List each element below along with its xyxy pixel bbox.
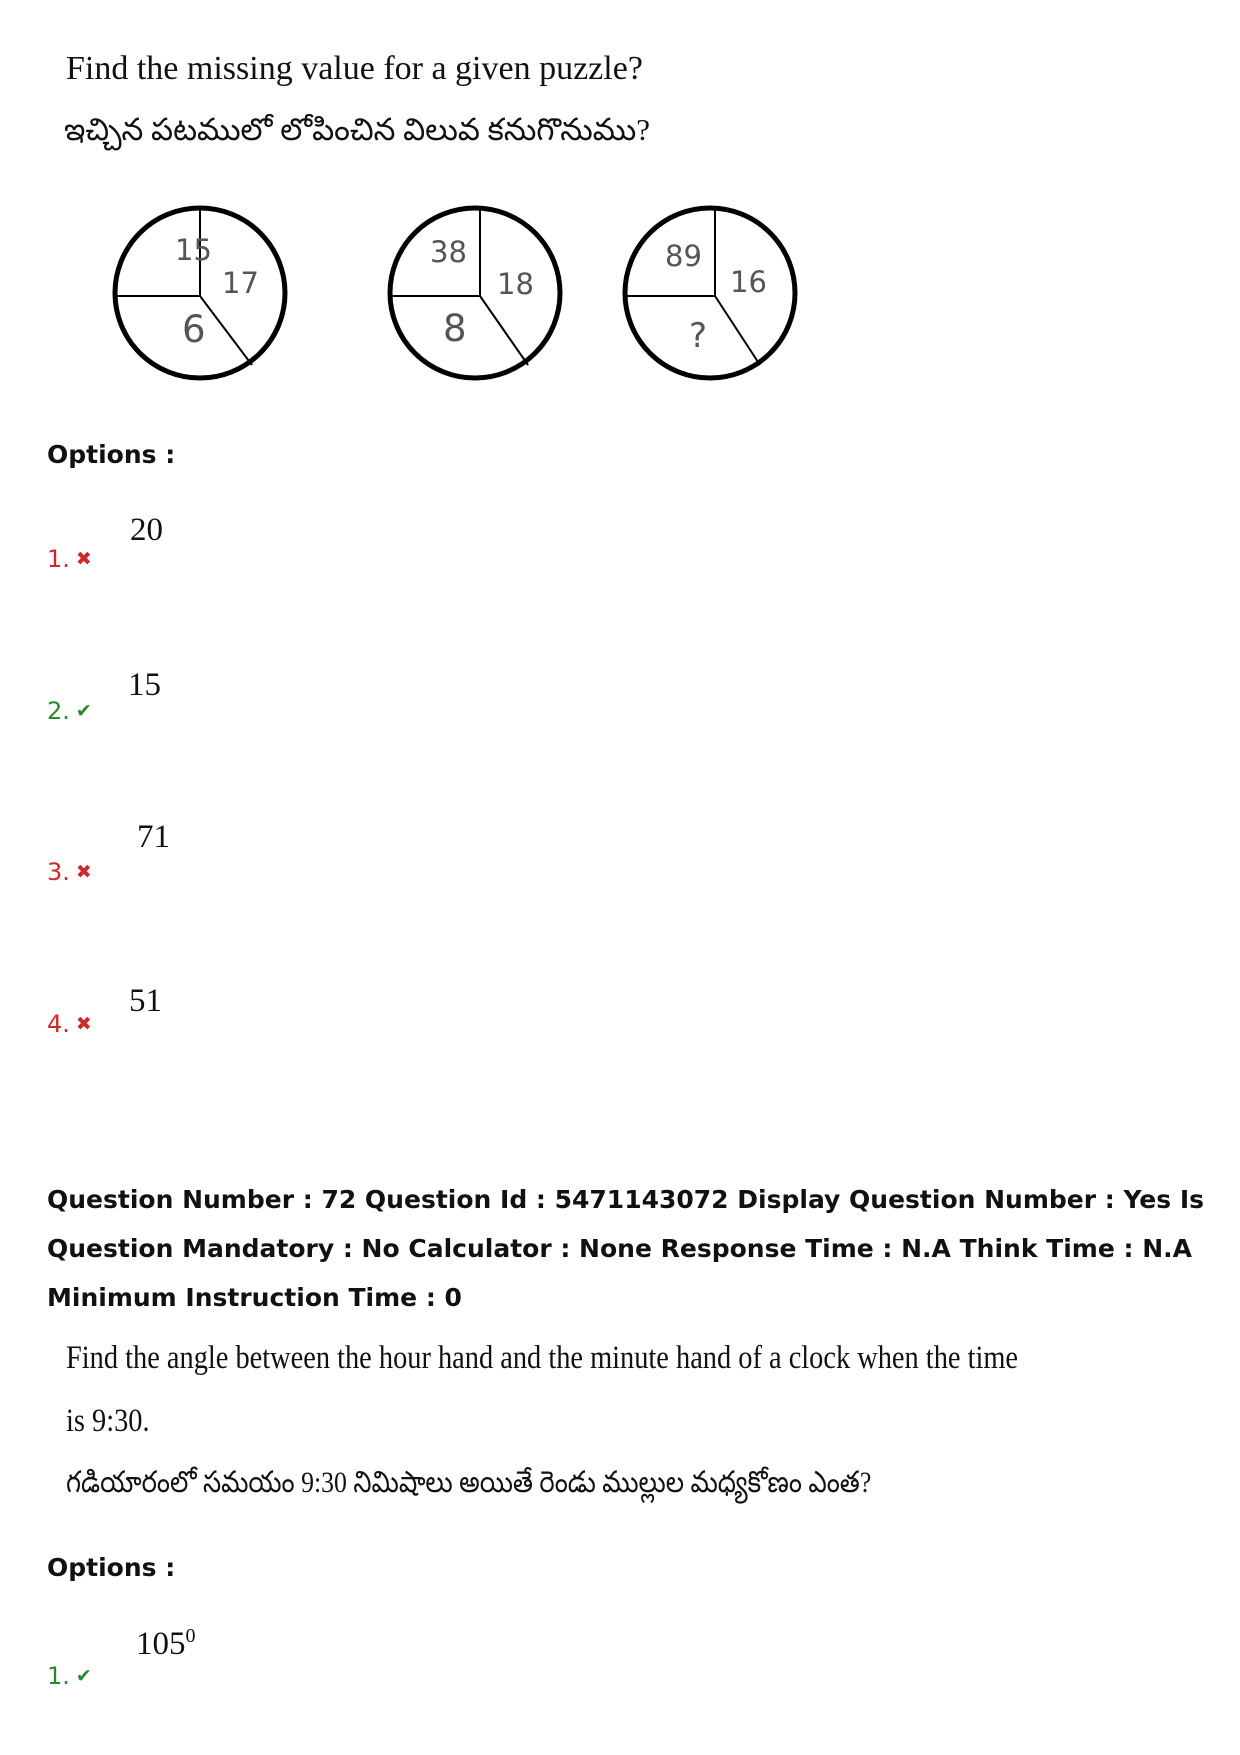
puzzle-circle-1: [115, 208, 285, 378]
puzzle-circle-2-bottom: 8: [443, 307, 467, 350]
puzzle-circle-1-top: 15: [175, 233, 212, 267]
degree-superscript: 0: [185, 1625, 196, 1647]
option-2-value: 15: [128, 667, 161, 703]
question-title-telugu: ఇచ్చిన పటములో లోపించిన విలువ కనుగొనుము?: [64, 112, 650, 147]
cross-icon: ✖: [75, 1013, 92, 1035]
options-label-2: Options :: [47, 1553, 176, 1582]
puzzle-circle-2-right: 18: [497, 267, 534, 301]
puzzle-figure: [100, 195, 820, 395]
puzzle-circle-3-top: 89: [665, 239, 702, 273]
option-4-value: 51: [129, 983, 162, 1019]
q2-option-1[interactable]: [47, 1662, 92, 1690]
q2-option-1-number-value: 105: [136, 1626, 186, 1662]
option-1-number: 1.: [47, 545, 70, 573]
puzzle-circle-2-top: 38: [430, 235, 467, 269]
check-icon: ✔: [75, 700, 92, 722]
option-3-number: 3.: [47, 858, 70, 886]
option-4-number: 4.: [47, 1010, 70, 1038]
options-label: Options :: [47, 440, 176, 469]
check-icon: ✔: [75, 1665, 92, 1687]
puzzle-circle-1-right: 17: [222, 266, 259, 300]
puzzle-circle-3-right: 16: [730, 265, 767, 299]
q2-option-1-number: 1.: [47, 1662, 70, 1690]
option-1-value: 20: [130, 512, 163, 548]
cross-icon: ✖: [75, 861, 92, 883]
question-meta: Question Number : 72 Question Id : 5471143072 Display Question Number : Yes Is Question Mandatory : No Calculator : None Response Time : N.A Think Time : N.A Minimum Instruction Time : 0: [47, 1185, 1205, 1312]
cross-icon: ✖: [75, 548, 92, 570]
option-3[interactable]: [47, 858, 92, 886]
puzzle-circle-3: [625, 208, 795, 378]
option-2-number: 2.: [47, 697, 70, 725]
option-4[interactable]: [47, 1010, 92, 1038]
question2-line2: is 9:30.: [66, 1403, 150, 1439]
question2-line-telugu: గడియారంలో సమయం 9:30 నిమిషాలు అయితే రెండు ముల్లుల మధ్యకోణం ఎంత?: [66, 1466, 872, 1499]
question2-line1: Find the angle between the hour hand and the minute hand of a clock when the time: [66, 1340, 1019, 1376]
option-2[interactable]: [47, 697, 92, 725]
option-3-value: 71: [137, 819, 170, 855]
question-title: Find the missing value for a given puzzle?: [66, 50, 643, 87]
option-1[interactable]: [47, 545, 92, 573]
q2-option-1-value: [136, 1625, 196, 1663]
puzzle-circle-1-bottom: 6: [182, 308, 206, 351]
puzzle-circle-3-bottom: ?: [689, 316, 708, 356]
puzzle-circle-2: [390, 208, 560, 378]
